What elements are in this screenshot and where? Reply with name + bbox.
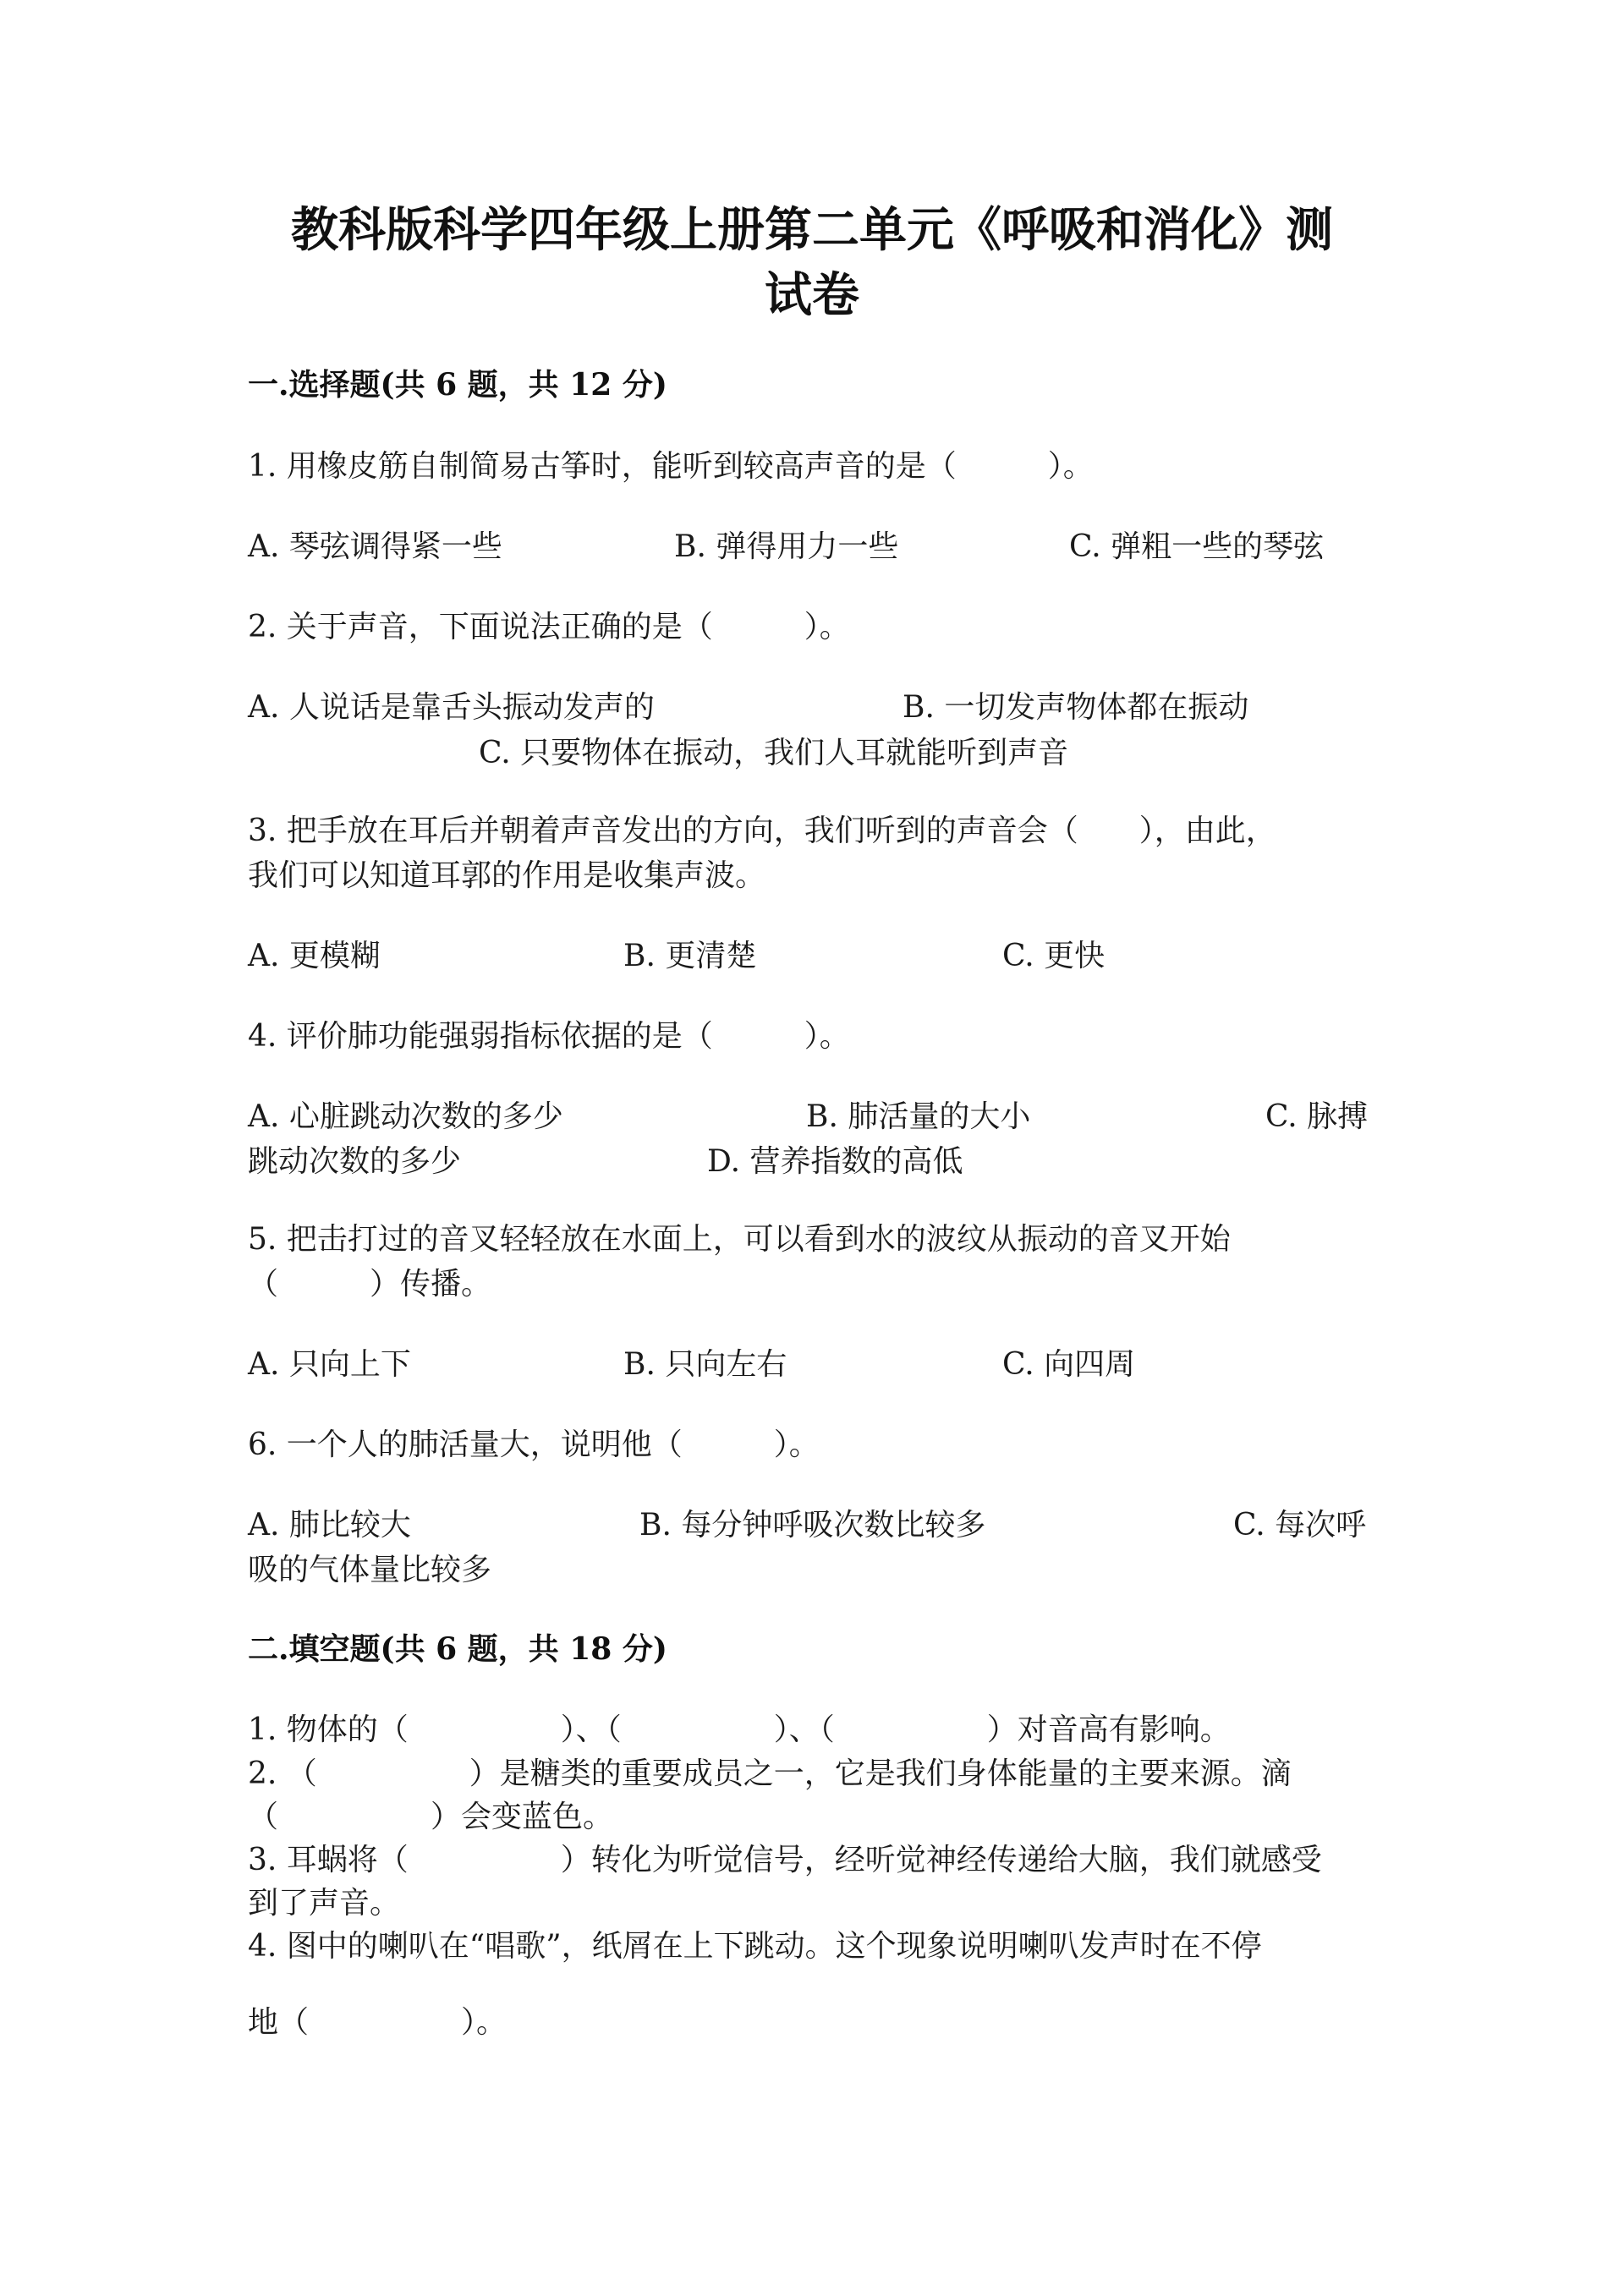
question-1-option-c: C. 弹粗一些的琴弦 [1069,529,1325,564]
fill-question-4-line1: 4. 图中的喇叭在“唱歌”，纸屑在上下跳动。这个现象说明喇叭发声时在不停 [248,1929,1262,1964]
question-6-option-c-part1: C. 每次呼 [1233,1508,1367,1543]
question-4-stem: 4. 评价肺功能强弱指标依据的是（ ）。 [248,1019,850,1054]
question-6-stem: 6. 一个人的肺活量大，说明他（ ）。 [248,1427,820,1462]
question-5-option-b: B. 只向左右 [623,1347,787,1382]
question-3-option-a: A. 更模糊 [248,939,381,973]
question-5-stem-line1: 5. 把击打过的音叉轻轻放在水面上，可以看到水的波纹从振动的音叉开始 [248,1222,1231,1257]
question-6-option-b: B. 每分钟呼吸次数比较多 [639,1508,986,1543]
fill-question-2-line2: （ ）会变蓝色。 [248,1800,614,1834]
question-4-option-c-part1: C. 脉搏 [1265,1099,1369,1134]
section-heading-fill-in: 二.填空题(共 6 题，共 18 分) [248,1631,667,1667]
question-1-stem: 1. 用橡皮筋自制简易古筝时，能听到较高声音的是（ ）。 [248,449,1094,484]
question-3-option-b: B. 更清楚 [623,939,757,973]
question-2-option-c: C. 只要物体在振动，我们人耳就能听到声音 [479,736,1069,770]
question-4-option-c-part2: 跳动次数的多少 [248,1144,462,1179]
question-5-stem-line2: （ ）传播。 [248,1267,492,1301]
question-5-option-a: A. 只向上下 [248,1347,411,1382]
fill-question-3-line2: 到了声音。 [248,1886,401,1921]
question-6-option-c-part2: 吸的气体量比较多 [248,1553,492,1587]
question-4-option-d: D. 营养指数的高低 [707,1144,963,1179]
question-5-option-c: C. 向四周 [1002,1347,1136,1382]
page-title-line2: 试卷 [765,267,859,323]
question-2-option-b: B. 一切发声物体都在振动 [903,690,1249,725]
question-3-stem-line2: 我们可以知道耳郭的作用是收集声波。 [248,858,766,893]
question-6-option-a: A. 肺比较大 [248,1508,411,1543]
section-heading-multiple-choice: 一.选择题(共 6 题，共 12 分) [248,367,667,403]
fill-question-3-line1: 3. 耳蜗将（ ）转化为听觉信号，经听觉神经传递给大脑，我们就感受 [248,1843,1322,1877]
fill-question-1: 1. 物体的（ ）、（ ）、（ ）对音高有影响。 [248,1712,1231,1747]
question-4-option-a: A. 心脏跳动次数的多少 [248,1099,563,1134]
question-1-option-b: B. 弹得用力一些 [674,529,899,564]
question-2-stem: 2. 关于声音，下面说法正确的是（ ）。 [248,610,850,644]
question-2-option-a: A. 人说话是靠舌头振动发声的 [248,690,655,725]
fill-question-4-line2: 地（ ）。 [248,2005,508,2040]
question-3-stem-line1: 3. 把手放在耳后并朝着声音发出的方向，我们听到的声音会（ ），由此， [248,814,1276,848]
page-title-line1: 教科版科学四年级上册第二单元《呼吸和消化》测 [291,202,1333,258]
question-3-option-c: C. 更快 [1002,939,1106,973]
fill-question-2-line1: 2. （ ）是糖类的重要成员之一，它是我们身体能量的主要来源。滴 [248,1756,1292,1791]
question-1-option-a: A. 琴弦调得紧一些 [248,529,502,564]
question-4-option-b: B. 肺活量的大小 [806,1099,1031,1134]
